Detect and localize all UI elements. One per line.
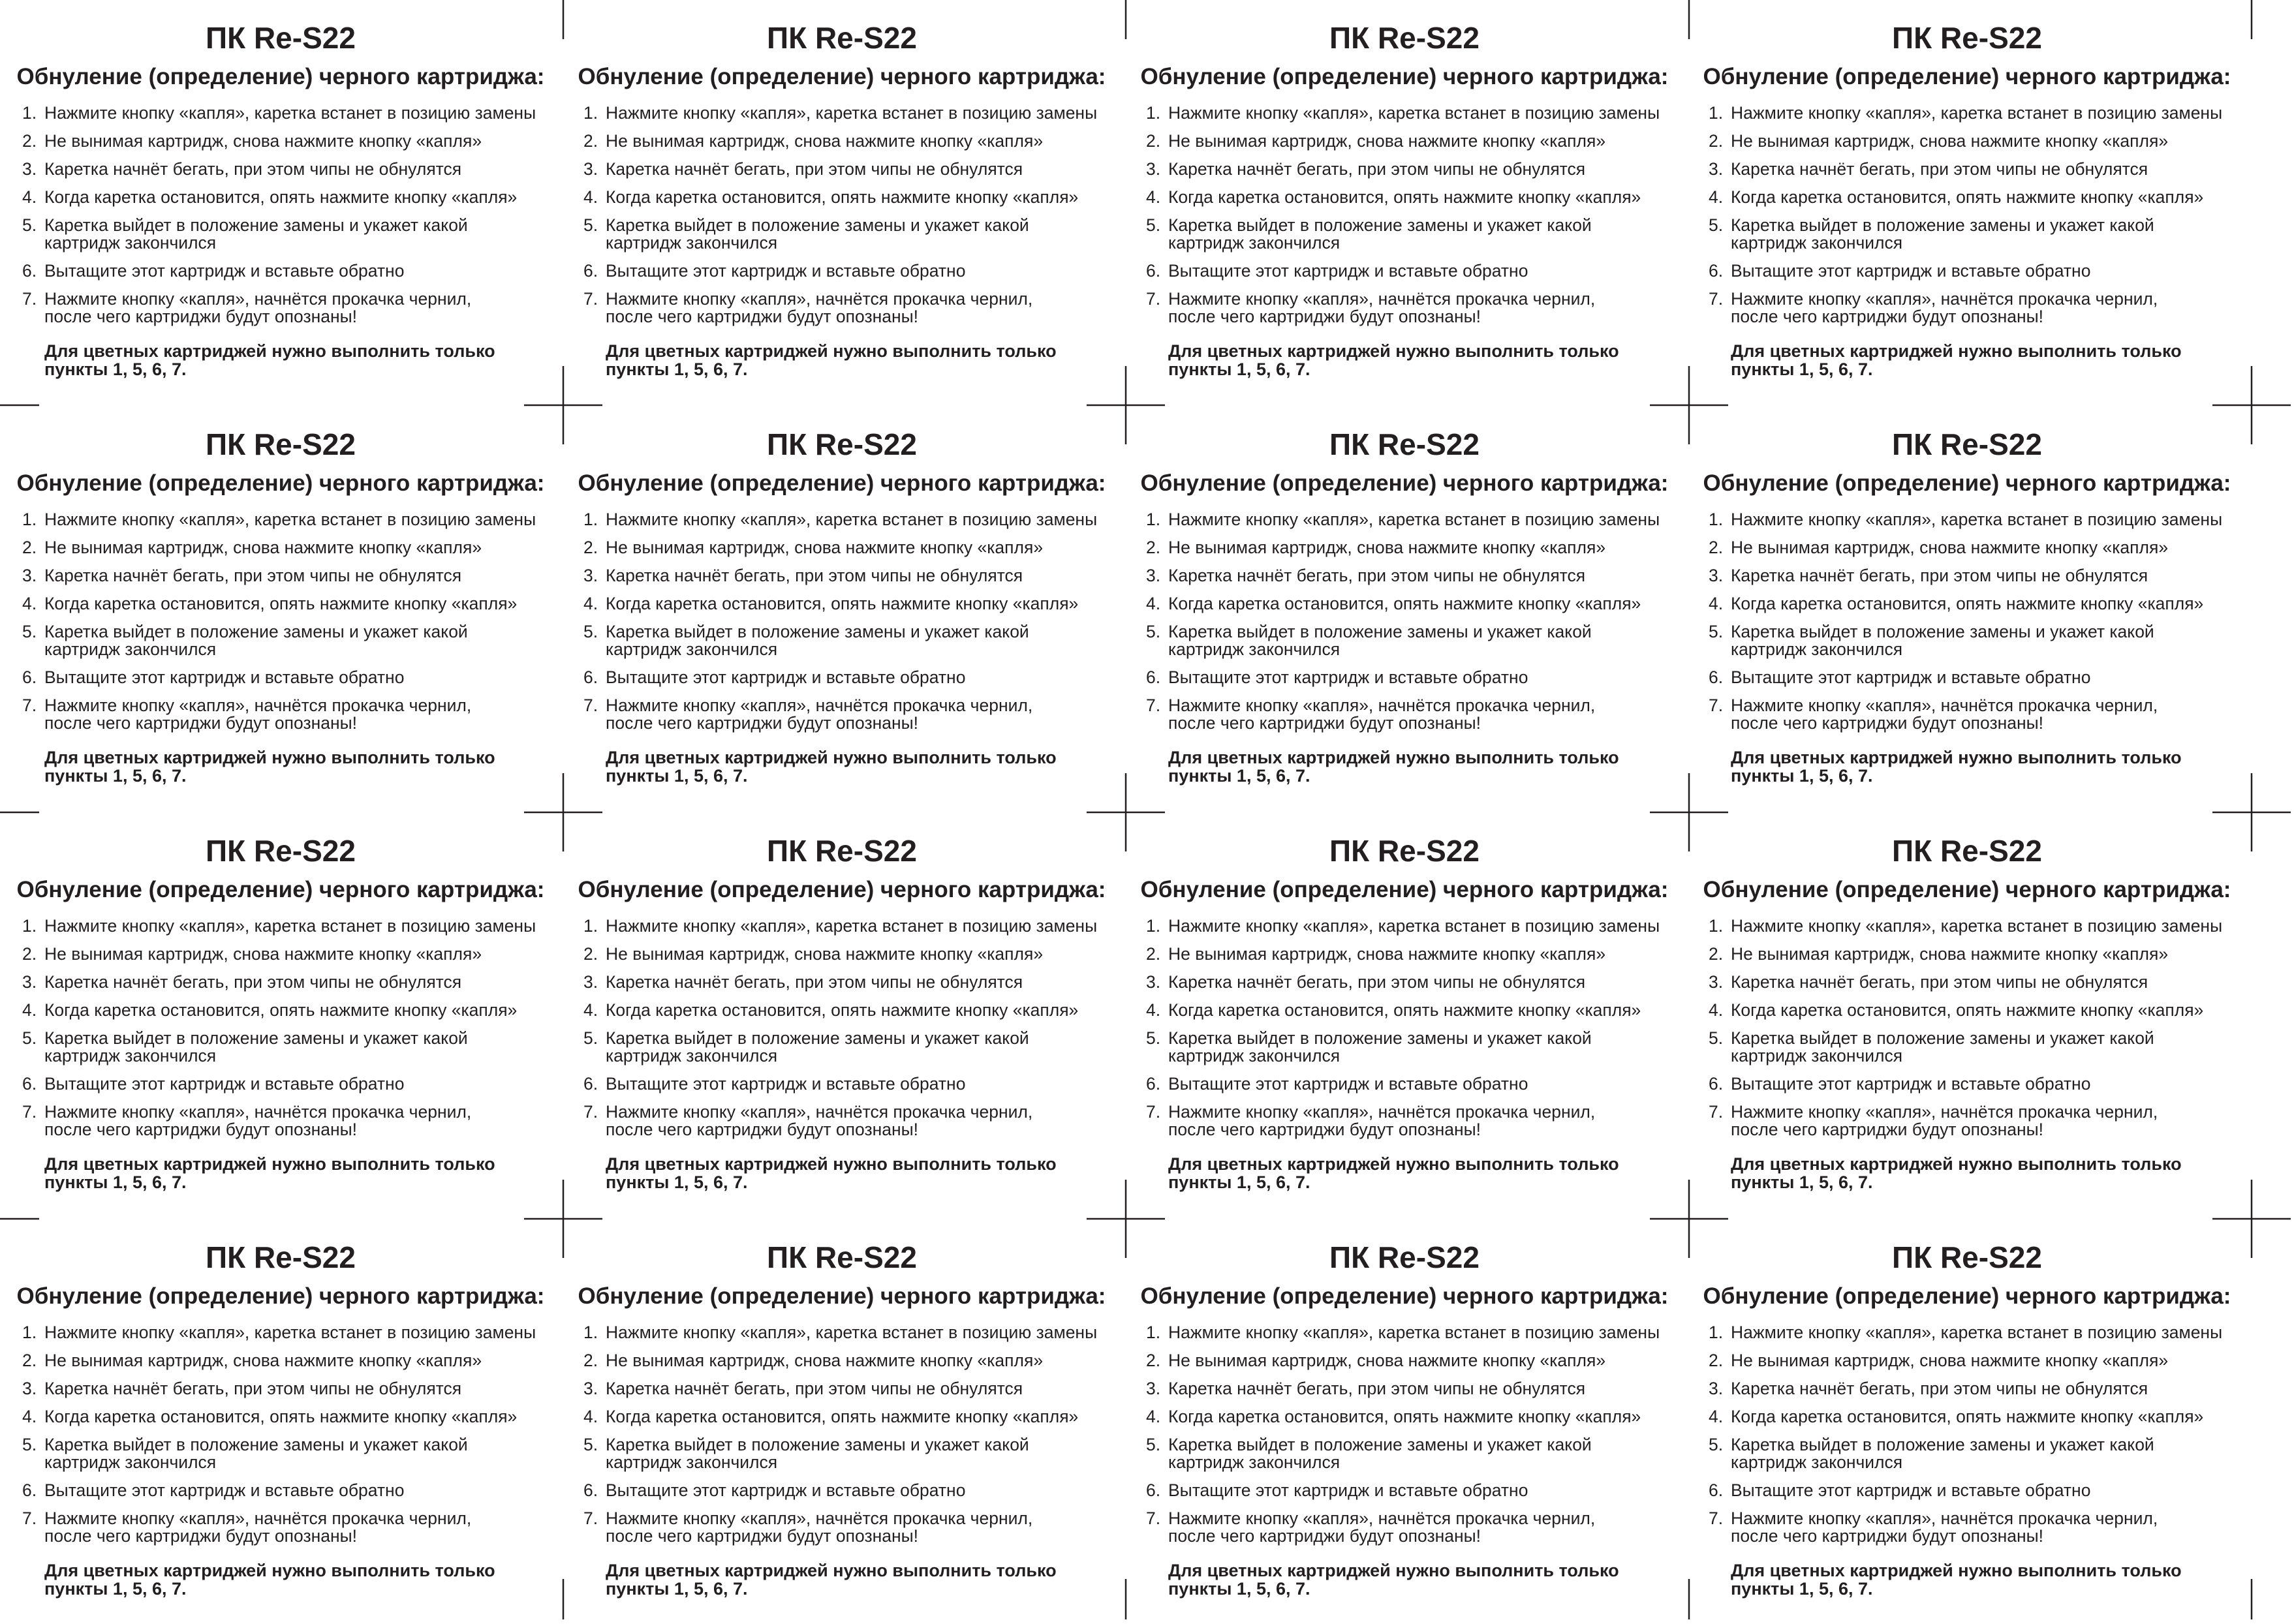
step-number: 6.: [583, 261, 598, 281]
step-number: 5.: [1709, 1435, 1724, 1454]
step-number: 5.: [583, 1028, 598, 1048]
step-text: Каретка начнёт бегать, при этом чипы не обнулятся: [1168, 159, 1586, 179]
step-number: 1.: [22, 103, 37, 123]
step-number: 2.: [583, 1351, 598, 1370]
step-text: Нажмите кнопку «капля», каретка встанет в позицию замены: [1731, 510, 2223, 529]
step-text: Не вынимая картридж, снова нажмите кнопку «капля»: [1168, 538, 1606, 557]
step-text: Каретка начнёт бегать, при этом чипы не обнулятся: [44, 159, 462, 179]
step-number: 4.: [1709, 1000, 1724, 1020]
step-number: 3.: [22, 159, 37, 179]
step-text: Когда каретка остановится, опять нажмите кнопку «капля»: [1168, 187, 1641, 207]
step-number: 2.: [1709, 944, 1724, 964]
step-number: 2.: [583, 944, 598, 964]
step-text: Нажмите кнопку «капля», каретка встанет в позицию замены: [1168, 1323, 1660, 1342]
step-number: 3.: [1146, 972, 1161, 992]
card-subtitle: Обнуление (определение) черного картриджа:: [1140, 64, 1669, 89]
color-cartridge-note: Для цветных картриджей нужно выполнить только пункты 1, 5, 6, 7.: [1731, 1561, 2182, 1599]
step-number: 7.: [1709, 696, 1724, 715]
card-title: ПК Re-S22: [206, 21, 356, 55]
step-number: 5.: [1146, 1028, 1161, 1048]
step-text: Нажмите кнопку «капля», каретка встанет в позицию замены: [44, 916, 536, 936]
step-number: 3.: [583, 159, 598, 179]
step-number: 2.: [1146, 1351, 1161, 1370]
step-text: Нажмите кнопку «капля», начнётся прокачка чернил, после чего картриджи будут опознаны!: [606, 1102, 1033, 1139]
step-number: 7.: [1146, 696, 1161, 715]
step-number: 3.: [1146, 566, 1161, 585]
step-number: 6.: [583, 667, 598, 687]
step-number: 6.: [1709, 1074, 1724, 1094]
step-number: 4.: [22, 1407, 37, 1426]
step-number: 4.: [1709, 187, 1724, 207]
step-text: Не вынимая картридж, снова нажмите кнопку «капля»: [44, 131, 482, 151]
step-number: 2.: [22, 944, 37, 964]
step-text: Нажмите кнопку «капля», начнётся прокачка чернил, после чего картриджи будут опознаны!: [1731, 1509, 2158, 1546]
step-number: 4.: [22, 1000, 37, 1020]
step-number: 1.: [22, 916, 37, 936]
color-cartridge-note: Для цветных картриджей нужно выполнить только пункты 1, 5, 6, 7.: [44, 1154, 495, 1192]
step-text: Нажмите кнопку «капля», каретка встанет в позицию замены: [44, 1323, 536, 1342]
step-text: Нажмите кнопку «капля», каретка встанет в позицию замены: [44, 103, 536, 123]
step-text: Каретка начнёт бегать, при этом чипы не обнулятся: [44, 1379, 462, 1398]
card-title: ПК Re-S22: [1329, 21, 1480, 55]
step-number: 4.: [1146, 1407, 1161, 1426]
step-number: 6.: [1146, 261, 1161, 281]
color-cartridge-note: Для цветных картриджей нужно выполнить только пункты 1, 5, 6, 7.: [44, 341, 495, 379]
step-text: Вытащите этот картридж и вставьте обратно: [1731, 1480, 2091, 1500]
step-text: Каретка начнёт бегать, при этом чипы не обнулятся: [1731, 972, 2148, 992]
step-text: Каретка начнёт бегать, при этом чипы не обнулятся: [606, 566, 1023, 585]
step-number: 4.: [583, 1407, 598, 1426]
step-number: 1.: [1709, 1323, 1724, 1342]
step-text: Нажмите кнопку «капля», каретка встанет в позицию замены: [1168, 916, 1660, 936]
card-title: ПК Re-S22: [1892, 834, 2042, 868]
step-number: 7.: [583, 1509, 598, 1528]
step-text: Когда каретка остановится, опять нажмите кнопку «капля»: [1731, 1407, 2204, 1426]
step-text: Не вынимая картридж, снова нажмите кнопку «капля»: [44, 944, 482, 964]
step-number: 7.: [22, 1509, 37, 1528]
step-number: 3.: [22, 972, 37, 992]
step-text: Каретка выйдет в положение замены и укажет какой картридж закончился: [606, 215, 1029, 253]
card-title: ПК Re-S22: [1329, 1240, 1480, 1274]
step-text: Каретка выйдет в положение замены и укажет какой картридж закончился: [44, 1028, 468, 1065]
step-text: Каретка начнёт бегать, при этом чипы не обнулятся: [44, 972, 462, 992]
step-number: 7.: [22, 696, 37, 715]
step-text: Каретка выйдет в положение замены и укажет какой картридж закончился: [1168, 622, 1592, 659]
step-text: Вытащите этот картридж и вставьте обратно: [44, 261, 405, 281]
card-title: ПК Re-S22: [206, 1240, 356, 1274]
step-number: 7.: [22, 1102, 37, 1122]
step-text: Вытащите этот картридж и вставьте обратно: [1168, 1074, 1528, 1094]
card-subtitle: Обнуление (определение) черного картриджа:: [1140, 1283, 1669, 1309]
step-text: Каретка начнёт бегать, при этом чипы не обнулятся: [606, 159, 1023, 179]
step-text: Когда каретка остановится, опять нажмите кнопку «капля»: [44, 1000, 518, 1020]
step-text: Не вынимая картридж, снова нажмите кнопку «капля»: [1731, 538, 2169, 557]
step-text: Нажмите кнопку «капля», каретка встанет в позицию замены: [606, 103, 1098, 123]
step-text: Нажмите кнопку «капля», каретка встанет в позицию замены: [606, 510, 1098, 529]
step-text: Нажмите кнопку «капля», начнётся прокачка чернил, после чего картриджи будут опознаны!: [606, 696, 1033, 733]
step-text: Нажмите кнопку «капля», начнётся прокачка чернил, после чего картриджи будут опознаны!: [1731, 289, 2158, 326]
step-text: Каретка выйдет в положение замены и укажет какой картридж закончился: [606, 1435, 1029, 1472]
step-number: 7.: [1709, 289, 1724, 309]
step-text: Каретка выйдет в положение замены и укажет какой картридж закончился: [1168, 215, 1592, 253]
step-text: Нажмите кнопку «капля», каретка встанет в позицию замены: [1731, 916, 2223, 936]
step-number: 4.: [1709, 594, 1724, 613]
step-text: Нажмите кнопку «капля», начнётся прокачка чернил, после чего картриджи будут опознаны!: [44, 289, 472, 326]
card-subtitle: Обнуление (определение) черного картриджа:: [16, 877, 545, 902]
color-cartridge-note: Для цветных картриджей нужно выполнить только пункты 1, 5, 6, 7.: [606, 1154, 1057, 1192]
step-number: 5.: [22, 215, 37, 235]
step-number: 5.: [583, 1435, 598, 1454]
step-text: Нажмите кнопку «капля», каретка встанет в позицию замены: [606, 916, 1098, 936]
card-subtitle: Обнуление (определение) черного картриджа:: [16, 64, 545, 89]
card-subtitle: Обнуление (определение) черного картриджа:: [16, 470, 545, 496]
step-number: 6.: [1146, 1074, 1161, 1094]
step-number: 7.: [1709, 1102, 1724, 1122]
step-number: 2.: [1709, 131, 1724, 151]
step-text: Нажмите кнопку «капля», начнётся прокачка чернил, после чего картриджи будут опознаны!: [606, 1509, 1033, 1546]
step-number: 1.: [1709, 103, 1724, 123]
step-text: Нажмите кнопку «капля», начнётся прокачка чернил, после чего картриджи будут опознаны!: [1731, 696, 2158, 733]
step-text: Вытащите этот картридж и вставьте обратно: [1168, 261, 1528, 281]
color-cartridge-note: Для цветных картриджей нужно выполнить только пункты 1, 5, 6, 7.: [44, 1561, 495, 1599]
color-cartridge-note: Для цветных картриджей нужно выполнить только пункты 1, 5, 6, 7.: [1168, 748, 1619, 786]
step-number: 5.: [1146, 1435, 1161, 1454]
step-number: 4.: [583, 1000, 598, 1020]
step-number: 5.: [583, 622, 598, 641]
step-number: 6.: [22, 667, 37, 687]
step-number: 2.: [583, 538, 598, 557]
step-text: Нажмите кнопку «капля», начнётся прокачка чернил, после чего картриджи будут опознаны!: [1168, 696, 1596, 733]
card-subtitle: Обнуление (определение) черного картриджа:: [1140, 877, 1669, 902]
step-number: 4.: [22, 594, 37, 613]
step-number: 5.: [583, 215, 598, 235]
step-number: 4.: [1146, 187, 1161, 207]
step-text: Вытащите этот картридж и вставьте обратно: [1731, 1074, 2091, 1094]
step-text: Не вынимая картридж, снова нажмите кнопку «капля»: [606, 944, 1044, 964]
step-number: 3.: [1709, 566, 1724, 585]
step-text: Когда каретка остановится, опять нажмите кнопку «капля»: [1168, 594, 1641, 613]
step-text: Не вынимая картридж, снова нажмите кнопку «капля»: [606, 538, 1044, 557]
step-text: Не вынимая картридж, снова нажмите кнопку «капля»: [1168, 1351, 1606, 1370]
card-subtitle: Обнуление (определение) черного картриджа:: [1703, 64, 2231, 89]
step-number: 5.: [22, 1435, 37, 1454]
step-text: Каретка начнёт бегать, при этом чипы не обнулятся: [1731, 1379, 2148, 1398]
step-text: Вытащите этот картридж и вставьте обратно: [606, 261, 966, 281]
step-text: Нажмите кнопку «капля», начнётся прокачка чернил, после чего картриджи будут опознаны!: [1168, 289, 1596, 326]
color-cartridge-note: Для цветных картриджей нужно выполнить только пункты 1, 5, 6, 7.: [1731, 1154, 2182, 1192]
card-title: ПК Re-S22: [206, 834, 356, 868]
step-text: Каретка выйдет в положение замены и укажет какой картридж закончился: [606, 622, 1029, 659]
step-text: Нажмите кнопку «капля», начнётся прокачка чернил, после чего картриджи будут опознаны!: [1731, 1102, 2158, 1139]
step-text: Когда каретка остановится, опять нажмите кнопку «капля»: [44, 594, 518, 613]
step-number: 1.: [1146, 103, 1161, 123]
step-text: Нажмите кнопку «капля», каретка встанет в позицию замены: [1168, 103, 1660, 123]
step-number: 4.: [583, 187, 598, 207]
step-number: 3.: [1709, 1379, 1724, 1398]
step-number: 3.: [583, 566, 598, 585]
step-number: 2.: [1146, 538, 1161, 557]
step-number: 4.: [1146, 1000, 1161, 1020]
step-text: Не вынимая картридж, снова нажмите кнопку «капля»: [1731, 944, 2169, 964]
step-text: Вытащите этот картридж и вставьте обратно: [1731, 667, 2091, 687]
step-number: 5.: [1709, 1028, 1724, 1048]
step-text: Нажмите кнопку «капля», каретка встанет в позицию замены: [606, 1323, 1098, 1342]
card-title: ПК Re-S22: [206, 427, 356, 461]
step-text: Когда каретка остановится, опять нажмите кнопку «капля»: [44, 1407, 518, 1426]
step-number: 3.: [1709, 972, 1724, 992]
card-subtitle: Обнуление (определение) черного картриджа:: [1140, 470, 1669, 496]
step-text: Каретка выйдет в положение замены и укажет какой картридж закончился: [606, 1028, 1029, 1065]
step-text: Каретка начнёт бегать, при этом чипы не обнулятся: [1731, 159, 2148, 179]
step-number: 3.: [583, 1379, 598, 1398]
step-text: Нажмите кнопку «капля», начнётся прокачка чернил, после чего картриджи будут опознаны!: [1168, 1509, 1596, 1546]
step-number: 6.: [583, 1480, 598, 1500]
step-number: 7.: [583, 1102, 598, 1122]
step-number: 6.: [1709, 1480, 1724, 1500]
step-number: 5.: [22, 1028, 37, 1048]
step-number: 4.: [583, 594, 598, 613]
step-text: Когда каретка остановится, опять нажмите кнопку «капля»: [1731, 594, 2204, 613]
step-number: 5.: [22, 622, 37, 641]
step-number: 4.: [1709, 1407, 1724, 1426]
step-number: 2.: [1146, 944, 1161, 964]
step-number: 1.: [1146, 1323, 1161, 1342]
step-number: 2.: [1709, 1351, 1724, 1370]
color-cartridge-note: Для цветных картриджей нужно выполнить только пункты 1, 5, 6, 7.: [1168, 1561, 1619, 1599]
step-number: 2.: [1146, 131, 1161, 151]
card-title: ПК Re-S22: [767, 1240, 917, 1274]
step-number: 6.: [1709, 261, 1724, 281]
step-text: Не вынимая картридж, снова нажмите кнопку «капля»: [1731, 1351, 2169, 1370]
color-cartridge-note: Для цветных картриджей нужно выполнить только пункты 1, 5, 6, 7.: [606, 748, 1057, 786]
color-cartridge-note: Для цветных картриджей нужно выполнить только пункты 1, 5, 6, 7.: [1731, 341, 2182, 379]
step-number: 1.: [22, 510, 37, 529]
step-text: Нажмите кнопку «капля», каретка встанет в позицию замены: [1731, 103, 2223, 123]
step-number: 6.: [22, 1074, 37, 1094]
step-text: Не вынимая картридж, снова нажмите кнопку «капля»: [1168, 944, 1606, 964]
step-number: 2.: [1709, 538, 1724, 557]
step-number: 7.: [1146, 289, 1161, 309]
step-number: 3.: [1146, 159, 1161, 179]
card-subtitle: Обнуление (определение) черного картриджа:: [578, 470, 1106, 496]
step-number: 4.: [1146, 594, 1161, 613]
step-number: 1.: [583, 916, 598, 936]
card-subtitle: Обнуление (определение) черного картриджа:: [1703, 1283, 2231, 1309]
color-cartridge-note: Для цветных картриджей нужно выполнить только пункты 1, 5, 6, 7.: [44, 748, 495, 786]
step-text: Когда каретка остановится, опять нажмите кнопку «капля»: [44, 187, 518, 207]
step-number: 6.: [1709, 667, 1724, 687]
step-number: 5.: [1146, 215, 1161, 235]
card-title: ПК Re-S22: [767, 834, 917, 868]
step-text: Нажмите кнопку «капля», начнётся прокачка чернил, после чего картриджи будут опознаны!: [44, 1102, 472, 1139]
color-cartridge-note: Для цветных картриджей нужно выполнить только пункты 1, 5, 6, 7.: [1168, 1154, 1619, 1192]
step-text: Вытащите этот картридж и вставьте обратно: [1731, 261, 2091, 281]
card-title: ПК Re-S22: [1892, 21, 2042, 55]
card-subtitle: Обнуление (определение) черного картриджа:: [1703, 877, 2231, 902]
step-text: Каретка выйдет в положение замены и укажет какой картридж закончился: [1731, 215, 2154, 253]
step-text: Не вынимая картридж, снова нажмите кнопку «капля»: [606, 1351, 1044, 1370]
card-title: ПК Re-S22: [1892, 1240, 2042, 1274]
color-cartridge-note: Для цветных картриджей нужно выполнить только пункты 1, 5, 6, 7.: [606, 341, 1057, 379]
step-number: 1.: [1146, 510, 1161, 529]
step-text: Когда каретка остановится, опять нажмите кнопку «капля»: [606, 594, 1079, 613]
step-text: Каретка выйдет в положение замены и укажет какой картридж закончился: [44, 215, 468, 253]
step-text: Каретка начнёт бегать, при этом чипы не обнулятся: [1731, 566, 2148, 585]
step-number: 6.: [22, 261, 37, 281]
step-number: 3.: [1146, 1379, 1161, 1398]
step-text: Когда каретка остановится, опять нажмите кнопку «капля»: [1168, 1000, 1641, 1020]
card-subtitle: Обнуление (определение) черного картриджа:: [1703, 470, 2231, 496]
color-cartridge-note: Для цветных картриджей нужно выполнить только пункты 1, 5, 6, 7.: [606, 1561, 1057, 1599]
step-number: 5.: [1146, 622, 1161, 641]
step-number: 3.: [1709, 159, 1724, 179]
step-number: 2.: [22, 538, 37, 557]
step-text: Каретка выйдет в положение замены и укажет какой картридж закончился: [1731, 622, 2154, 659]
step-number: 6.: [1146, 667, 1161, 687]
step-number: 3.: [22, 1379, 37, 1398]
step-text: Каретка выйдет в положение замены и укажет какой картридж закончился: [1168, 1028, 1592, 1065]
step-number: 7.: [1709, 1509, 1724, 1528]
card-title: ПК Re-S22: [1892, 427, 2042, 461]
step-number: 2.: [583, 131, 598, 151]
step-text: Не вынимая картридж, снова нажмите кнопку «капля»: [44, 538, 482, 557]
step-text: Каретка начнёт бегать, при этом чипы не обнулятся: [44, 566, 462, 585]
step-number: 3.: [583, 972, 598, 992]
card-subtitle: Обнуление (определение) черного картриджа:: [578, 877, 1106, 902]
card-title: ПК Re-S22: [1329, 834, 1480, 868]
step-number: 1.: [583, 103, 598, 123]
step-text: Не вынимая картридж, снова нажмите кнопку «капля»: [1731, 131, 2169, 151]
step-text: Вытащите этот картридж и вставьте обратно: [44, 667, 405, 687]
step-text: Каретка начнёт бегать, при этом чипы не обнулятся: [1168, 1379, 1586, 1398]
step-number: 1.: [1146, 916, 1161, 936]
step-number: 4.: [22, 187, 37, 207]
step-text: Нажмите кнопку «капля», начнётся прокачка чернил, после чего картриджи будут опознаны!: [44, 696, 472, 733]
step-text: Каретка начнёт бегать, при этом чипы не обнулятся: [1168, 566, 1586, 585]
step-number: 1.: [1709, 510, 1724, 529]
step-text: Нажмите кнопку «капля», начнётся прокачка чернил, после чего картриджи будут опознаны!: [606, 289, 1033, 326]
card-title: ПК Re-S22: [767, 21, 917, 55]
step-text: Не вынимая картридж, снова нажмите кнопку «капля»: [1168, 131, 1606, 151]
step-number: 2.: [22, 1351, 37, 1370]
step-text: Каретка выйдет в положение замены и укажет какой картридж закончился: [44, 1435, 468, 1472]
step-text: Каретка начнёт бегать, при этом чипы не обнулятся: [1168, 972, 1586, 992]
step-number: 7.: [583, 289, 598, 309]
step-text: Каретка выйдет в положение замены и укажет какой картридж закончился: [44, 622, 468, 659]
color-cartridge-note: Для цветных картриджей нужно выполнить только пункты 1, 5, 6, 7.: [1731, 748, 2182, 786]
step-text: Вытащите этот картридж и вставьте обратно: [44, 1074, 405, 1094]
step-text: Вытащите этот картридж и вставьте обратно: [606, 1480, 966, 1500]
step-text: Каретка выйдет в положение замены и укажет какой картридж закончился: [1731, 1435, 2154, 1472]
step-number: 1.: [1709, 916, 1724, 936]
step-number: 5.: [1709, 215, 1724, 235]
step-number: 7.: [1146, 1509, 1161, 1528]
step-text: Когда каретка остановится, опять нажмите кнопку «капля»: [606, 187, 1079, 207]
step-number: 7.: [583, 696, 598, 715]
step-number: 7.: [1146, 1102, 1161, 1122]
step-text: Вытащите этот картридж и вставьте обратно: [606, 667, 966, 687]
card-subtitle: Обнуление (определение) черного картриджа:: [578, 1283, 1106, 1309]
color-cartridge-note: Для цветных картриджей нужно выполнить только пункты 1, 5, 6, 7.: [1168, 341, 1619, 379]
step-text: Нажмите кнопку «капля», начнётся прокачка чернил, после чего картриджи будут опознаны!: [44, 1509, 472, 1546]
step-text: Вытащите этот картридж и вставьте обратно: [606, 1074, 966, 1094]
step-text: Каретка начнёт бегать, при этом чипы не обнулятся: [606, 1379, 1023, 1398]
step-text: Вытащите этот картридж и вставьте обратно: [44, 1480, 405, 1500]
step-number: 6.: [1146, 1480, 1161, 1500]
step-text: Когда каретка остановится, опять нажмите кнопку «капля»: [1731, 187, 2204, 207]
card-subtitle: Обнуление (определение) черного картриджа:: [16, 1283, 545, 1309]
step-number: 7.: [22, 289, 37, 309]
step-text: Не вынимая картридж, снова нажмите кнопку «капля»: [606, 131, 1044, 151]
step-text: Когда каретка остановится, опять нажмите кнопку «капля»: [606, 1407, 1079, 1426]
step-text: Когда каретка остановится, опять нажмите кнопку «капля»: [606, 1000, 1079, 1020]
card-title: ПК Re-S22: [1329, 427, 1480, 461]
step-text: Нажмите кнопку «капля», каретка встанет в позицию замены: [1731, 1323, 2223, 1342]
step-number: 6.: [583, 1074, 598, 1094]
step-number: 1.: [22, 1323, 37, 1342]
step-number: 1.: [583, 510, 598, 529]
step-text: Каретка начнёт бегать, при этом чипы не обнулятся: [606, 972, 1023, 992]
step-number: 6.: [22, 1480, 37, 1500]
card-subtitle: Обнуление (определение) черного картриджа:: [578, 64, 1106, 89]
step-text: Когда каретка остановится, опять нажмите кнопку «капля»: [1731, 1000, 2204, 1020]
step-number: 2.: [22, 131, 37, 151]
step-number: 1.: [583, 1323, 598, 1342]
step-text: Каретка выйдет в положение замены и укажет какой картридж закончился: [1168, 1435, 1592, 1472]
step-text: Когда каретка остановится, опять нажмите кнопку «капля»: [1168, 1407, 1641, 1426]
card-title: ПК Re-S22: [767, 427, 917, 461]
step-text: Нажмите кнопку «капля», каретка встанет в позицию замены: [44, 510, 536, 529]
step-text: Каретка выйдет в положение замены и укажет какой картридж закончился: [1731, 1028, 2154, 1065]
step-text: Нажмите кнопку «капля», начнётся прокачка чернил, после чего картриджи будут опознаны!: [1168, 1102, 1596, 1139]
step-text: Вытащите этот картридж и вставьте обратно: [1168, 667, 1528, 687]
step-number: 5.: [1709, 622, 1724, 641]
step-text: Вытащите этот картридж и вставьте обратно: [1168, 1480, 1528, 1500]
step-text: Нажмите кнопку «капля», каретка встанет в позицию замены: [1168, 510, 1660, 529]
step-number: 3.: [22, 566, 37, 585]
step-text: Не вынимая картридж, снова нажмите кнопку «капля»: [44, 1351, 482, 1370]
